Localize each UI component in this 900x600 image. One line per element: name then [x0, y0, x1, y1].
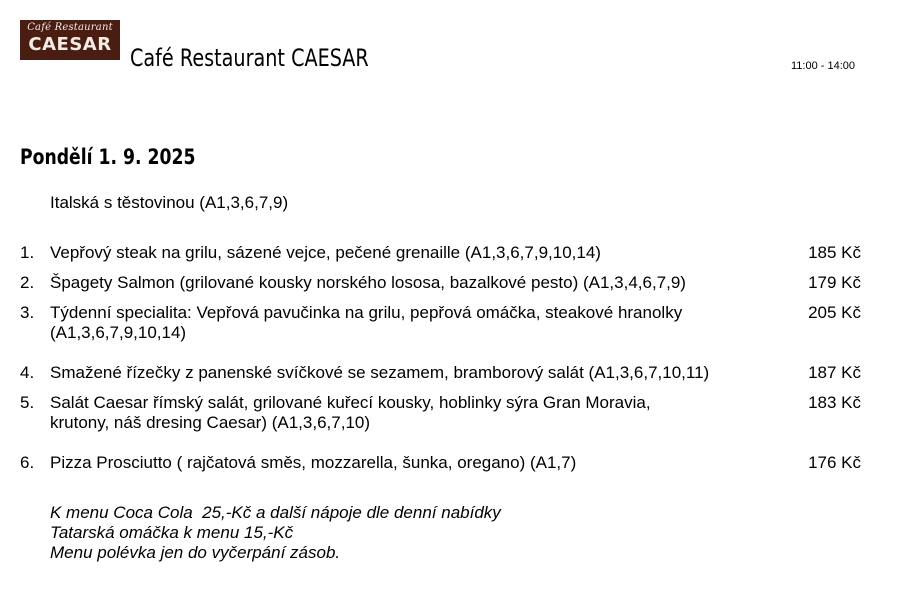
note-tartar-sauce: Tatarská omáčka k menu 15,-Kč: [50, 523, 294, 542]
page-title: Café Restaurant CAESAR: [130, 44, 369, 72]
menu-item-description: Vepřový steak na grilu, sázené vejce, pečené grenaille (A1,3,6,7,9,10,14): [50, 243, 601, 262]
menu-item-price: 176 Kč: [808, 453, 861, 472]
restaurant-logo: [20, 20, 120, 60]
menu-item-number: 2.: [20, 273, 35, 292]
menu-item-price: 185 Kč: [808, 243, 861, 262]
menu-date: Pondělí 1. 9. 2025: [20, 145, 196, 169]
menu-item-price: 183 Kč: [808, 393, 861, 412]
soup-of-the-day: Italská s těstovinou (A1,3,6,7,9): [50, 193, 289, 212]
menu-item-number: 6.: [20, 453, 35, 472]
menu-notes: [50, 503, 501, 563]
menu-item-number: 5.: [20, 393, 35, 412]
note-drinks: K menu Coca Cola 25,-Kč a další nápoje dle denní nabídky: [50, 503, 501, 522]
menu-item-number: 4.: [20, 363, 35, 382]
menu-item-description: Salát Caesar římský salát, grilované kuřecí kousky, hoblinky sýra Gran Moravia, krutony, náš dresing Caesar) (A1,3,6,7,10): [50, 393, 651, 432]
menu-item-description: Smažené řízečky z panenské svíčkové se sezamem, bramborový salát (A1,3,6,7,10,11): [50, 363, 710, 382]
menu-item-price: 205 Kč: [808, 303, 861, 322]
menu-item-price: 179 Kč: [808, 273, 861, 292]
menu-item-description: Týdenní specialita: Vepřová pavučinka na grilu, pepřová omáčka, steakové hranolky (A1,3,6,7,9,10,14): [50, 303, 683, 342]
menu-item-number: 3.: [20, 303, 35, 322]
menu-item-description: Špagety Salmon (grilované kousky norského lososa, bazalkové pesto) (A1,3,4,6,7,9): [50, 273, 686, 292]
logo-script-text: Café Restaurant: [27, 22, 113, 33]
menu-item-description: Pizza Prosciutto ( rajčatová směs, mozzarella, šunka, oregano) (A1,7): [50, 453, 577, 472]
opening-hours: 11:00 - 14:00: [791, 60, 856, 72]
menu-item-price: 187 Kč: [808, 363, 861, 382]
logo-name-text: CAESAR: [28, 34, 112, 55]
note-soup-availability: Menu polévka jen do vyčerpání zásob.: [50, 543, 341, 562]
menu-item-number: 1.: [20, 243, 35, 262]
